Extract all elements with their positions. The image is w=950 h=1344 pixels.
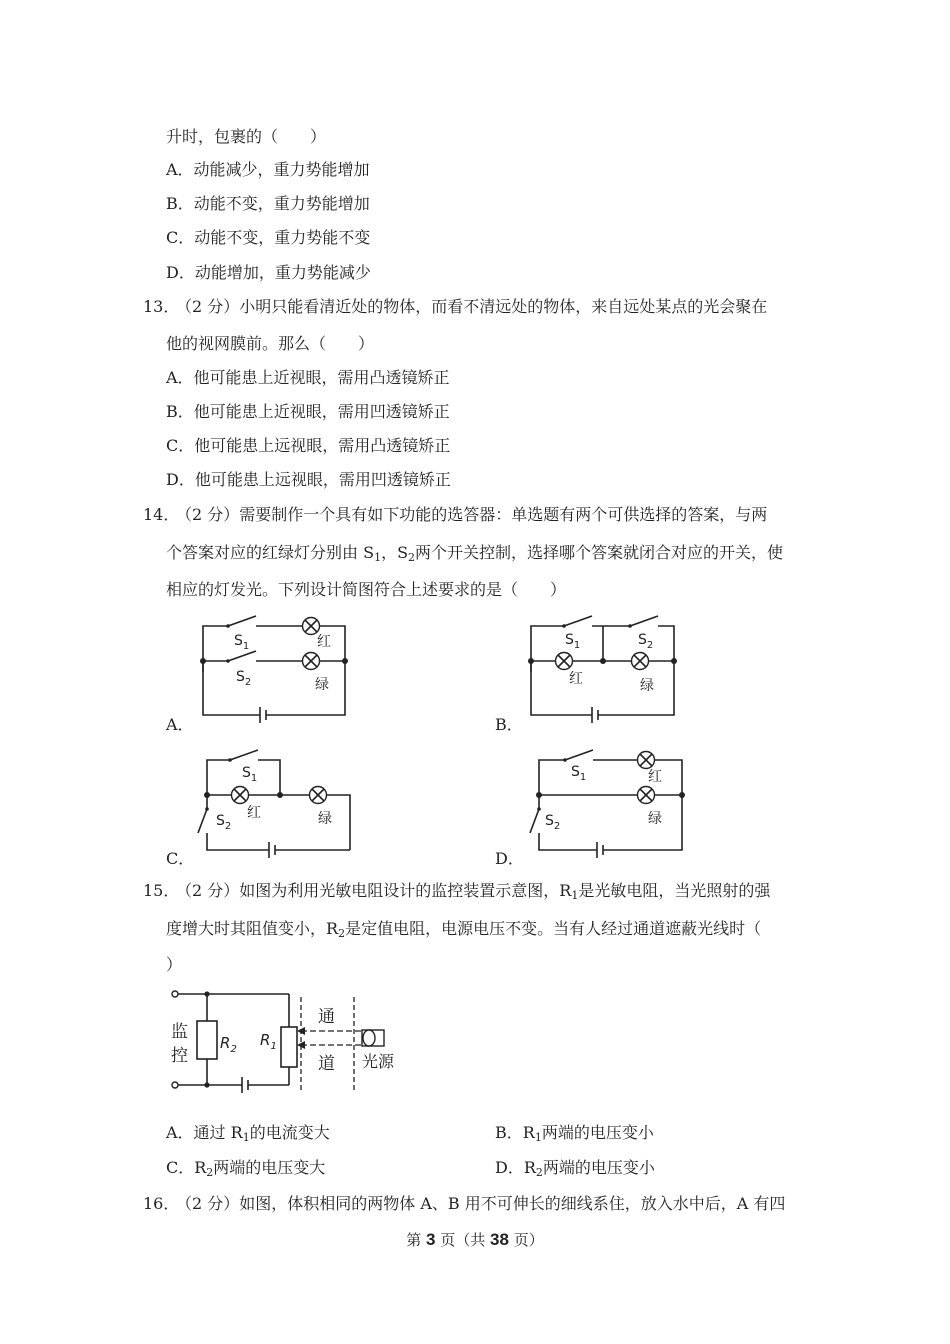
svg-text:R2: $R_2$ bbox=[220, 1034, 237, 1055]
svg-text:S2: $S_2$ bbox=[638, 632, 654, 651]
circuit-diagram-a bbox=[190, 610, 360, 722]
q14-number: 14． bbox=[143, 505, 180, 524]
monitor-circuit-diagram bbox=[165, 985, 405, 1095]
q15-option-c: C．$R_2$两端的电压变大 bbox=[166, 1158, 326, 1179]
q13-option-d: D．他可能患上远视眼，需用凹透镜矫正 bbox=[166, 470, 451, 489]
svg-text:S2: $S_2$ bbox=[216, 813, 232, 832]
svg-text:R1: $R_1$ bbox=[260, 1031, 277, 1052]
svg-text:光源: 光源 bbox=[362, 1052, 395, 1071]
q14-label-a: A． bbox=[166, 715, 194, 734]
svg-text:S1: $S_1$ bbox=[242, 765, 258, 784]
circuit-diagram-d bbox=[519, 745, 689, 857]
q13-stem-line2: 他的视网膜前。那么（ ） bbox=[166, 334, 375, 353]
page-footer: 第 3 页（共 38 页） bbox=[406, 1230, 544, 1249]
q12-stem-tail: 升时，包裹的（ ） bbox=[166, 127, 327, 146]
q15-number: 15． bbox=[143, 881, 180, 900]
q12-option-c: C．动能不变，重力势能不变 bbox=[166, 228, 371, 247]
q15-option-a: A．通过 $R_1$的电流变大 bbox=[166, 1123, 330, 1144]
q14-label-d: D． bbox=[495, 849, 524, 868]
svg-text:S1: $S_1$ bbox=[571, 764, 587, 783]
svg-text:绿: 绿 bbox=[315, 677, 329, 693]
q12-option-a: A．动能减少，重力势能增加 bbox=[166, 160, 370, 179]
q14-stem-line2: 个答案对应的红绿灯分别由 $S_1$，$S_2$两个开关控制，选择哪个答案就闭合对应的开关，使 bbox=[166, 543, 784, 564]
q15-option-b: B．$R_1$两端的电压变小 bbox=[495, 1123, 654, 1144]
svg-text:绿: 绿 bbox=[648, 811, 662, 827]
q14-label-c: C． bbox=[166, 849, 195, 868]
svg-text:通: 通 bbox=[318, 1007, 335, 1027]
q12-option-b: B．动能不变，重力势能增加 bbox=[166, 194, 370, 213]
svg-text:绿: 绿 bbox=[318, 811, 332, 827]
q15-option-d: D．$R_2$两端的电压变小 bbox=[495, 1158, 655, 1179]
svg-text:S1: $S_1$ bbox=[234, 633, 250, 652]
svg-text:红: 红 bbox=[569, 671, 583, 687]
q15-stem-line3: ） bbox=[166, 955, 183, 974]
q13-number: 13． bbox=[143, 297, 180, 316]
q16-number: 16． bbox=[143, 1194, 180, 1213]
svg-text:控: 控 bbox=[171, 1046, 188, 1066]
q13-option-b: B．他可能患上近视眼，需用凹透镜矫正 bbox=[166, 402, 450, 421]
svg-text:红: 红 bbox=[648, 769, 662, 785]
svg-text:S2: $S_2$ bbox=[236, 669, 252, 688]
circuit-diagram-b bbox=[519, 610, 689, 722]
q15-stem-line2: 度增大时其阻值变小，$R_2$是定值电阻，电源电压不变。当有人经过通道遮蔽光线时（ bbox=[166, 919, 762, 940]
q14-stem-line3: 相应的灯发光。下列设计简图符合上述要求的是（ ） bbox=[166, 580, 567, 599]
svg-text:监: 监 bbox=[171, 1022, 188, 1042]
q14-label-b: B． bbox=[495, 715, 523, 734]
q13-option-a: A．他可能患上近视眼，需用凸透镜矫正 bbox=[166, 368, 450, 387]
svg-text:红: 红 bbox=[247, 805, 261, 821]
q13-stem-line1: （2 分）小明只能看清近处的物体，而看不清远处的物体，来自远处某点的光会聚在 bbox=[176, 297, 768, 316]
circuit-diagram-c bbox=[190, 745, 360, 857]
svg-text:红: 红 bbox=[317, 634, 331, 650]
q16-stem-line1: （2 分）如图，体积相同的两物体 A、B 用不可伸长的细线系住，放入水中后，A 有四 bbox=[176, 1194, 786, 1213]
q15-stem-line1: （2 分）如图为利用光敏电阻设计的监控装置示意图，$R_1$是光敏电阻，当光照射的强 bbox=[176, 881, 771, 902]
svg-text:道: 道 bbox=[318, 1054, 335, 1074]
q14-stem-line1: （2 分）需要制作一个具有如下功能的选答器：单选题有两个可供选择的答案，与两 bbox=[176, 505, 768, 524]
q13-option-c: C．他可能患上远视眼，需用凸透镜矫正 bbox=[166, 436, 451, 455]
svg-text:绿: 绿 bbox=[640, 678, 654, 694]
svg-text:S1: $S_1$ bbox=[565, 632, 581, 651]
svg-text:S2: $S_2$ bbox=[545, 813, 561, 832]
q12-option-d: D．动能增加，重力势能减少 bbox=[166, 263, 371, 282]
